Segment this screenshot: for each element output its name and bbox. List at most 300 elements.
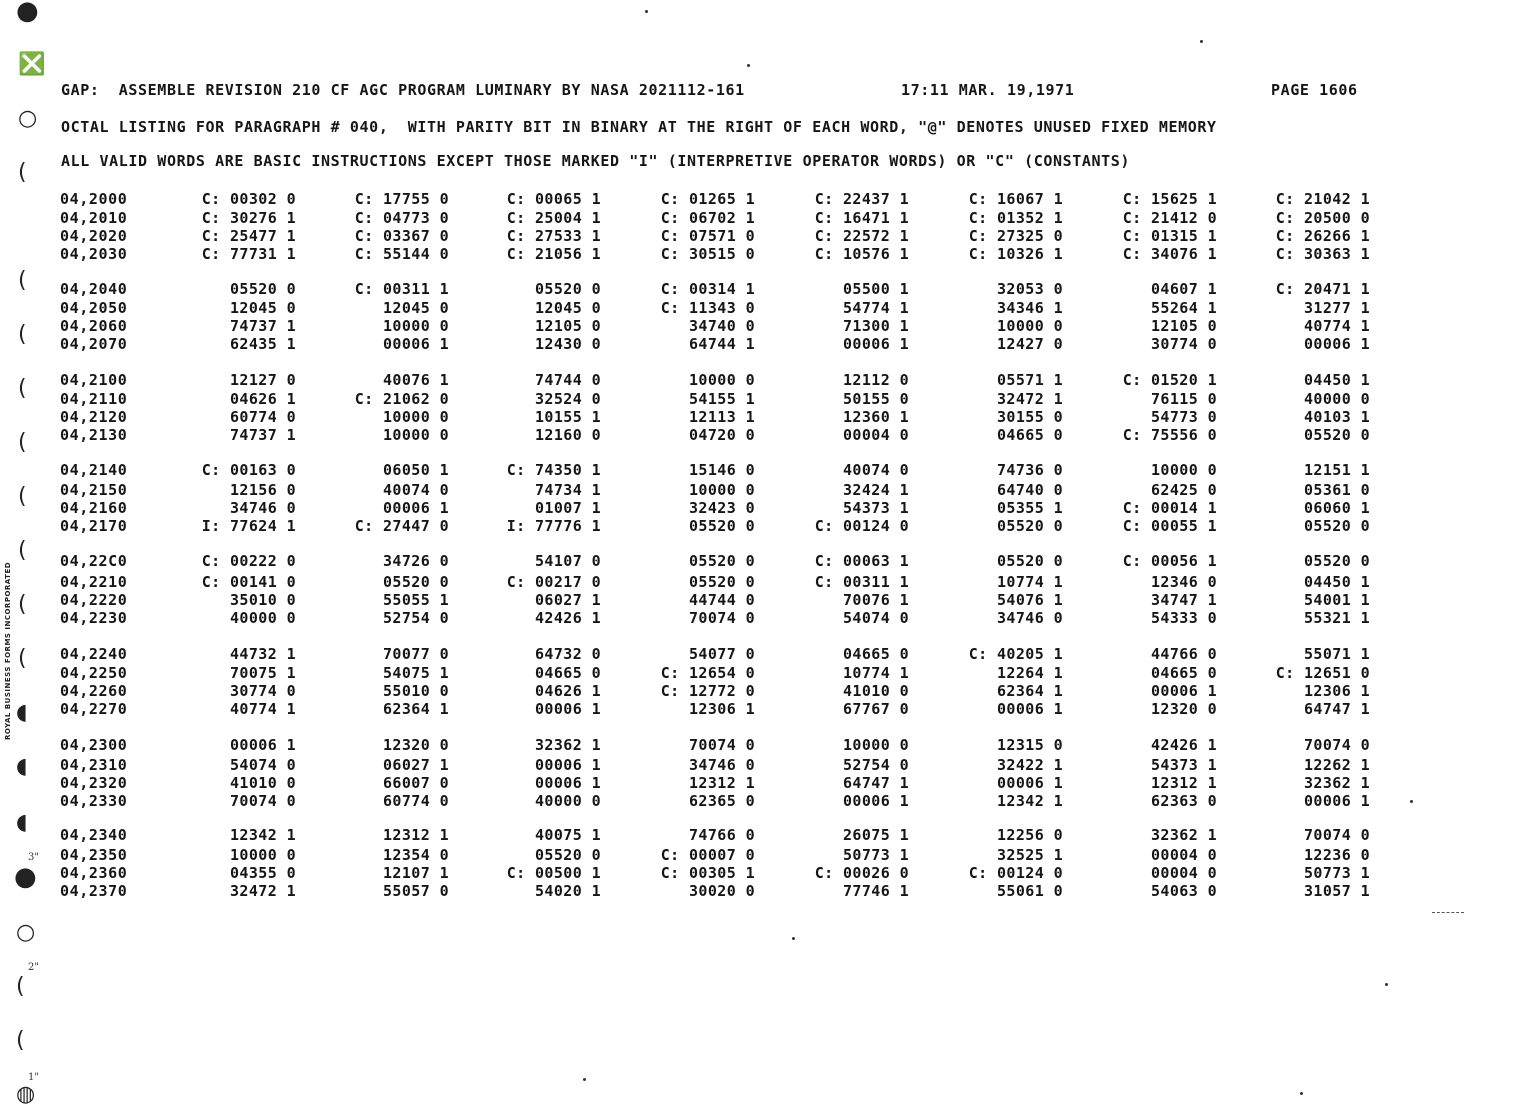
octal-word: C: 26266 1	[1275, 227, 1370, 245]
octal-word: 74766 0	[688, 826, 755, 844]
print-speck	[1385, 983, 1388, 986]
octal-word: 12127 0	[229, 371, 296, 389]
octal-word: C: 27325 0	[968, 227, 1063, 245]
print-speck	[1410, 800, 1413, 803]
octal-word: 05520 0	[996, 517, 1063, 535]
octal-word: C: 00305 1	[660, 864, 755, 882]
octal-word: C: 21062 0	[354, 390, 449, 408]
octal-word: 05520 0	[688, 517, 755, 535]
octal-word: C: 00163 0	[201, 461, 296, 479]
octal-word: 00004 0	[842, 426, 909, 444]
punch-hole-icon: (	[18, 376, 27, 401]
octal-word: 32362 1	[534, 736, 601, 754]
word-address: 04,22C0	[60, 552, 128, 570]
octal-word: 32472 1	[996, 390, 1063, 408]
octal-word: 12105 0	[1150, 317, 1217, 335]
octal-word: 32362 1	[1150, 826, 1217, 844]
octal-word: 64740 0	[996, 481, 1063, 499]
print-speck	[645, 10, 648, 13]
octal-word: 76115 0	[1150, 390, 1217, 408]
octal-word: 54333 0	[1150, 609, 1217, 627]
octal-word: 32053 0	[996, 280, 1063, 298]
octal-word: 06027 1	[382, 756, 449, 774]
octal-word: 04720 0	[688, 426, 755, 444]
octal-word: C: 55144 0	[354, 245, 449, 263]
octal-word: 55057 0	[382, 882, 449, 900]
punch-hole-icon: ◖	[16, 754, 28, 779]
octal-word: 12312 1	[382, 826, 449, 844]
octal-word: 04665 0	[996, 426, 1063, 444]
octal-word: 32472 1	[229, 882, 296, 900]
octal-word: C: 00141 0	[201, 573, 296, 591]
octal-word: C: 77731 1	[201, 245, 296, 263]
octal-word: 12320 0	[382, 736, 449, 754]
octal-word: 70074 0	[688, 736, 755, 754]
octal-word: 12112 0	[842, 371, 909, 389]
octal-word: C: 22572 1	[814, 227, 909, 245]
octal-word: C: 00007 0	[660, 846, 755, 864]
octal-word: 10000 0	[229, 846, 296, 864]
print-speck	[747, 64, 750, 67]
octal-word: 62363 0	[1150, 792, 1217, 810]
octal-word: 54077 0	[688, 645, 755, 663]
octal-word: 55264 1	[1150, 299, 1217, 317]
octal-word: 12430 0	[534, 335, 601, 353]
print-speck	[1300, 1092, 1303, 1095]
punch-hole-icon: (	[16, 974, 25, 999]
punch-hole-icon: (	[18, 160, 27, 185]
punch-hole-icon: ●	[16, 0, 39, 26]
octal-word: 04626 1	[229, 390, 296, 408]
octal-word: 12312 1	[1150, 774, 1217, 792]
octal-word: I: 77624 1	[201, 517, 296, 535]
octal-word: 05500 1	[842, 280, 909, 298]
octal-word: 32524 0	[534, 390, 601, 408]
octal-word: C: 00065 1	[506, 190, 601, 208]
octal-word: 00006 1	[382, 335, 449, 353]
punch-hole-icon: ○	[18, 106, 38, 131]
octal-word: 30774 0	[229, 682, 296, 700]
octal-word: 00006 1	[1150, 682, 1217, 700]
octal-word: 54373 1	[1150, 756, 1217, 774]
octal-word: 04665 0	[842, 645, 909, 663]
octal-word: 04450 1	[1303, 573, 1370, 591]
octal-word: 10000 0	[996, 317, 1063, 335]
octal-word: 52754 0	[842, 756, 909, 774]
octal-word: 74737 1	[229, 317, 296, 335]
octal-word: 10774 1	[842, 664, 909, 682]
octal-word: 40000 0	[534, 792, 601, 810]
octal-word: 12045 0	[534, 299, 601, 317]
inch-mark: 2"	[28, 962, 39, 973]
octal-word: 66007 0	[382, 774, 449, 792]
octal-word: 54107 0	[534, 552, 601, 570]
octal-word: 12045 0	[229, 299, 296, 317]
octal-word: 70074 0	[229, 792, 296, 810]
octal-word: 70077 0	[382, 645, 449, 663]
print-dash	[1432, 912, 1464, 914]
octal-word: 40076 1	[382, 371, 449, 389]
punch-hole-icon: (	[18, 430, 27, 455]
octal-word: 05355 1	[996, 499, 1063, 517]
octal-word: 06060 1	[1303, 499, 1370, 517]
punch-hole-icon: ❎	[18, 52, 46, 77]
octal-word: 60774 0	[382, 792, 449, 810]
octal-word: C: 04773 0	[354, 209, 449, 227]
octal-word: C: 01315 1	[1122, 227, 1217, 245]
word-address: 04,2110	[60, 390, 128, 408]
octal-word: 54074 0	[842, 609, 909, 627]
octal-word: 55055 1	[382, 591, 449, 609]
octal-word: 00006 1	[1303, 792, 1370, 810]
octal-word: 10000 0	[382, 317, 449, 335]
word-address: 04,2340	[60, 826, 128, 844]
octal-word: 52754 0	[382, 609, 449, 627]
octal-word: 04665 0	[534, 664, 601, 682]
octal-word: 30155 0	[996, 408, 1063, 426]
octal-word: 64747 1	[1303, 700, 1370, 718]
octal-word: 12107 1	[382, 864, 449, 882]
punch-hole-icon: (	[16, 1028, 25, 1053]
punch-hole-icon: (	[18, 646, 27, 671]
octal-word: 44732 1	[229, 645, 296, 663]
octal-word: C: 00055 1	[1122, 517, 1217, 535]
octal-word: 05520 0	[996, 552, 1063, 570]
punch-hole-icon: ○	[16, 920, 36, 945]
octal-word: 05520 0	[382, 573, 449, 591]
form-imprint: ROYAL BUSINESS FORMS INCORPORATED	[4, 561, 12, 740]
word-address: 04,2170	[60, 517, 128, 535]
octal-word: 40103 1	[1303, 408, 1370, 426]
octal-word: 15146 0	[688, 461, 755, 479]
word-address: 04,2120	[60, 408, 128, 426]
word-address: 04,2060	[60, 317, 128, 335]
octal-word: C: 00314 1	[660, 280, 755, 298]
octal-word: 41010 0	[842, 682, 909, 700]
punch-hole-icon: ●	[14, 862, 37, 892]
octal-word: 12236 0	[1303, 846, 1370, 864]
octal-word: C: 10326 1	[968, 245, 1063, 263]
octal-word: 00006 1	[534, 774, 601, 792]
octal-word: C: 27447 0	[354, 517, 449, 535]
octal-word: 05520 0	[534, 280, 601, 298]
octal-word: 60774 0	[229, 408, 296, 426]
word-address: 04,2230	[60, 609, 128, 627]
octal-word: C: 12654 0	[660, 664, 755, 682]
octal-word: C: 75556 0	[1122, 426, 1217, 444]
octal-word: 42426 1	[534, 609, 601, 627]
punch-hole-icon: ◖	[16, 810, 28, 835]
octal-word: C: 22437 1	[814, 190, 909, 208]
octal-word: 12312 1	[688, 774, 755, 792]
punch-hole-icon: (	[18, 592, 27, 617]
header-timestamp: 17:11 MAR. 19,1971	[901, 81, 1075, 99]
octal-word: 05520 0	[1303, 552, 1370, 570]
octal-word: 04450 1	[1303, 371, 1370, 389]
octal-word: 12113 1	[688, 408, 755, 426]
octal-word: I: 77776 1	[506, 517, 601, 535]
octal-word: C: 40205 1	[968, 645, 1063, 663]
octal-word: C: 21056 1	[506, 245, 601, 263]
octal-word: 54773 0	[1150, 408, 1217, 426]
octal-word: 05520 0	[1303, 517, 1370, 535]
octal-word: C: 25004 1	[506, 209, 601, 227]
octal-word: 55061 0	[996, 882, 1063, 900]
octal-word: 44766 0	[1150, 645, 1217, 663]
octal-word: 54774 1	[842, 299, 909, 317]
word-address: 04,2010	[60, 209, 128, 227]
word-address: 04,2070	[60, 335, 128, 353]
octal-word: 32422 1	[996, 756, 1063, 774]
octal-word: C: 01265 1	[660, 190, 755, 208]
octal-word: 34746 0	[229, 499, 296, 517]
octal-word: C: 20471 1	[1275, 280, 1370, 298]
octal-word: 00006 1	[842, 335, 909, 353]
octal-word: 00004 0	[1150, 864, 1217, 882]
word-address: 04,2330	[60, 792, 128, 810]
octal-word: 10000 0	[842, 736, 909, 754]
octal-word: 10000 0	[382, 408, 449, 426]
print-speck	[1200, 40, 1203, 43]
octal-word: C: 00500 1	[506, 864, 601, 882]
octal-word: 12354 0	[382, 846, 449, 864]
octal-word: 00006 1	[996, 774, 1063, 792]
octal-word: C: 30515 0	[660, 245, 755, 263]
octal-word: C: 00026 0	[814, 864, 909, 882]
octal-word: 12306 1	[1303, 682, 1370, 700]
octal-word: 04665 0	[1150, 664, 1217, 682]
octal-word: 74736 0	[996, 461, 1063, 479]
word-address: 04,2240	[60, 645, 128, 663]
octal-word: 10000 0	[688, 371, 755, 389]
octal-word: C: 17755 0	[354, 190, 449, 208]
octal-word: 62364 1	[382, 700, 449, 718]
octal-word: C: 00302 0	[201, 190, 296, 208]
octal-word: 12156 0	[229, 481, 296, 499]
octal-word: C: 00311 1	[354, 280, 449, 298]
octal-word: 62364 1	[996, 682, 1063, 700]
punch-hole-icon: ◍	[16, 1082, 36, 1107]
octal-word: 12045 0	[382, 299, 449, 317]
octal-word: 10000 0	[688, 481, 755, 499]
octal-word: 74744 0	[534, 371, 601, 389]
octal-word: C: 30276 1	[201, 209, 296, 227]
octal-word: C: 27533 1	[506, 227, 601, 245]
octal-word: 41010 0	[229, 774, 296, 792]
octal-word: 70075 1	[229, 664, 296, 682]
octal-word: 32424 1	[842, 481, 909, 499]
octal-word: 05520 0	[534, 846, 601, 864]
inch-mark: 3"	[28, 852, 39, 863]
octal-word: C: 12651 0	[1275, 664, 1370, 682]
octal-word: 55321 1	[1303, 609, 1370, 627]
word-address: 04,2100	[60, 371, 128, 389]
octal-word: 10774 1	[996, 573, 1063, 591]
octal-word: 54074 0	[229, 756, 296, 774]
octal-word: C: 00222 0	[201, 552, 296, 570]
octal-word: C: 00124 0	[968, 864, 1063, 882]
octal-word: 12346 0	[1150, 573, 1217, 591]
octal-word: 62365 0	[688, 792, 755, 810]
octal-word: 00006 1	[382, 499, 449, 517]
octal-word: 71300 1	[842, 317, 909, 335]
octal-word: 54001 1	[1303, 591, 1370, 609]
octal-word: C: 10576 1	[814, 245, 909, 263]
octal-word: 26075 1	[842, 826, 909, 844]
octal-word: 34726 0	[382, 552, 449, 570]
octal-word: 05520 0	[1303, 426, 1370, 444]
word-address: 04,2300	[60, 736, 128, 754]
octal-word: 05571 1	[996, 371, 1063, 389]
word-address: 04,2030	[60, 245, 128, 263]
punch-hole-icon: (	[18, 268, 27, 293]
word-address: 04,2020	[60, 227, 128, 245]
octal-word: 04355 0	[229, 864, 296, 882]
octal-word: 50773 1	[842, 846, 909, 864]
octal-word: 12306 1	[688, 700, 755, 718]
octal-word: 70074 0	[1303, 736, 1370, 754]
octal-word: C: 01520 1	[1122, 371, 1217, 389]
octal-word: 12160 0	[534, 426, 601, 444]
print-speck	[583, 1078, 586, 1081]
octal-word: 10155 1	[534, 408, 601, 426]
word-address: 04,2130	[60, 426, 128, 444]
octal-word: C: 30363 1	[1275, 245, 1370, 263]
header-page-number: PAGE 1606	[1271, 81, 1358, 99]
octal-word: 12105 0	[534, 317, 601, 335]
octal-word: 34747 1	[1150, 591, 1217, 609]
octal-word: 05520 0	[688, 573, 755, 591]
octal-word: C: 00124 0	[814, 517, 909, 535]
octal-word: 00006 1	[229, 736, 296, 754]
octal-word: 32525 1	[996, 846, 1063, 864]
octal-word: C: 00311 1	[814, 573, 909, 591]
octal-word: 74737 1	[229, 426, 296, 444]
listing-legend: ALL VALID WORDS ARE BASIC INSTRUCTIONS EXCEPT THOSE MARKED "I" (INTERPRETIVE OPERATOR WORDS) OR "C" (CONSTANTS)	[61, 152, 1131, 170]
octal-word: 40075 1	[534, 826, 601, 844]
octal-word: 40000 0	[229, 609, 296, 627]
octal-word: 54075 1	[382, 664, 449, 682]
word-address: 04,2000	[60, 190, 128, 208]
octal-word: C: 12772 0	[660, 682, 755, 700]
octal-word: 62425 0	[1150, 481, 1217, 499]
octal-word: 64744 1	[688, 335, 755, 353]
octal-word: C: 03367 0	[354, 227, 449, 245]
octal-word: 05361 0	[1303, 481, 1370, 499]
octal-word: 12342 1	[229, 826, 296, 844]
octal-word: C: 16067 1	[968, 190, 1063, 208]
octal-word: C: 06702 1	[660, 209, 755, 227]
word-address: 04,2150	[60, 481, 128, 499]
octal-word: 31277 1	[1303, 299, 1370, 317]
word-address: 04,2370	[60, 882, 128, 900]
octal-word: 04607 1	[1150, 280, 1217, 298]
octal-word: C: 00056 1	[1122, 552, 1217, 570]
octal-word: 10000 0	[1150, 461, 1217, 479]
print-speck	[792, 937, 795, 940]
octal-word: C: 25477 1	[201, 227, 296, 245]
octal-word: 12427 0	[996, 335, 1063, 353]
octal-word: 12342 1	[996, 792, 1063, 810]
word-address: 04,2050	[60, 299, 128, 317]
word-address: 04,2320	[60, 774, 128, 792]
octal-word: 74734 1	[534, 481, 601, 499]
word-address: 04,2210	[60, 573, 128, 591]
word-address: 04,2140	[60, 461, 128, 479]
octal-word: 54155 1	[688, 390, 755, 408]
octal-word: 12256 0	[996, 826, 1063, 844]
octal-word: 40000 0	[1303, 390, 1370, 408]
octal-word: C: 20500 0	[1275, 209, 1370, 227]
word-address: 04,2160	[60, 499, 128, 517]
octal-word: 55010 0	[382, 682, 449, 700]
word-address: 04,2260	[60, 682, 128, 700]
octal-word: 32423 0	[688, 499, 755, 517]
octal-word: 12360 1	[842, 408, 909, 426]
octal-word: 00006 1	[996, 700, 1063, 718]
octal-word: 62435 1	[229, 335, 296, 353]
octal-word: 55071 1	[1303, 645, 1370, 663]
octal-word: C: 74350 1	[506, 461, 601, 479]
octal-word: 54063 0	[1150, 882, 1217, 900]
octal-word: 05520 0	[229, 280, 296, 298]
octal-word: 10000 0	[382, 426, 449, 444]
octal-word: 42426 1	[1150, 736, 1217, 754]
punch-hole-icon: (	[18, 538, 27, 563]
word-address: 04,2250	[60, 664, 128, 682]
octal-word: C: 01352 1	[968, 209, 1063, 227]
punch-hole-icon: (	[18, 484, 27, 509]
punch-hole-icon: (	[18, 322, 27, 347]
octal-word: 40774 1	[1303, 317, 1370, 335]
octal-word: 32362 1	[1303, 774, 1370, 792]
word-address: 04,2310	[60, 756, 128, 774]
octal-word: 30774 0	[1150, 335, 1217, 353]
octal-word: 34746 0	[688, 756, 755, 774]
word-address: 04,2220	[60, 591, 128, 609]
octal-word: 01007 1	[534, 499, 601, 517]
listing-description: OCTAL LISTING FOR PARAGRAPH # 040, WITH PARITY BIT IN BINARY AT THE RIGHT OF EACH WORD, "@" DENOTES UNUSED FIXED MEMORY	[61, 118, 1217, 136]
octal-word: 12315 0	[996, 736, 1063, 754]
octal-word: 44744 0	[688, 591, 755, 609]
octal-word: 70074 0	[1303, 826, 1370, 844]
octal-word: C: 07571 0	[660, 227, 755, 245]
punch-hole-icon: ◖	[16, 700, 28, 725]
octal-word: C: 00014 1	[1122, 499, 1217, 517]
header-title: GAP: ASSEMBLE REVISION 210 CF AGC PROGRAM LUMINARY BY NASA 2021112-161	[61, 81, 745, 99]
octal-word: 40074 0	[842, 461, 909, 479]
octal-word: 12320 0	[1150, 700, 1217, 718]
octal-word: C: 11343 0	[660, 299, 755, 317]
octal-word: 34746 0	[996, 609, 1063, 627]
octal-word: 12262 1	[1303, 756, 1370, 774]
octal-word: 06027 1	[534, 591, 601, 609]
octal-word: C: 00217 0	[506, 573, 601, 591]
octal-word: 67767 0	[842, 700, 909, 718]
octal-word: 00006 1	[534, 756, 601, 774]
word-address: 04,2270	[60, 700, 128, 718]
octal-word: 05520 0	[688, 552, 755, 570]
word-address: 04,2360	[60, 864, 128, 882]
octal-word: 31057 1	[1303, 882, 1370, 900]
octal-word: 70076 1	[842, 591, 909, 609]
octal-word: C: 21042 1	[1275, 190, 1370, 208]
octal-word: 00006 1	[1303, 335, 1370, 353]
octal-word: C: 21412 0	[1122, 209, 1217, 227]
octal-word: C: 16471 1	[814, 209, 909, 227]
octal-word: 40774 1	[229, 700, 296, 718]
octal-word: 34346 1	[996, 299, 1063, 317]
